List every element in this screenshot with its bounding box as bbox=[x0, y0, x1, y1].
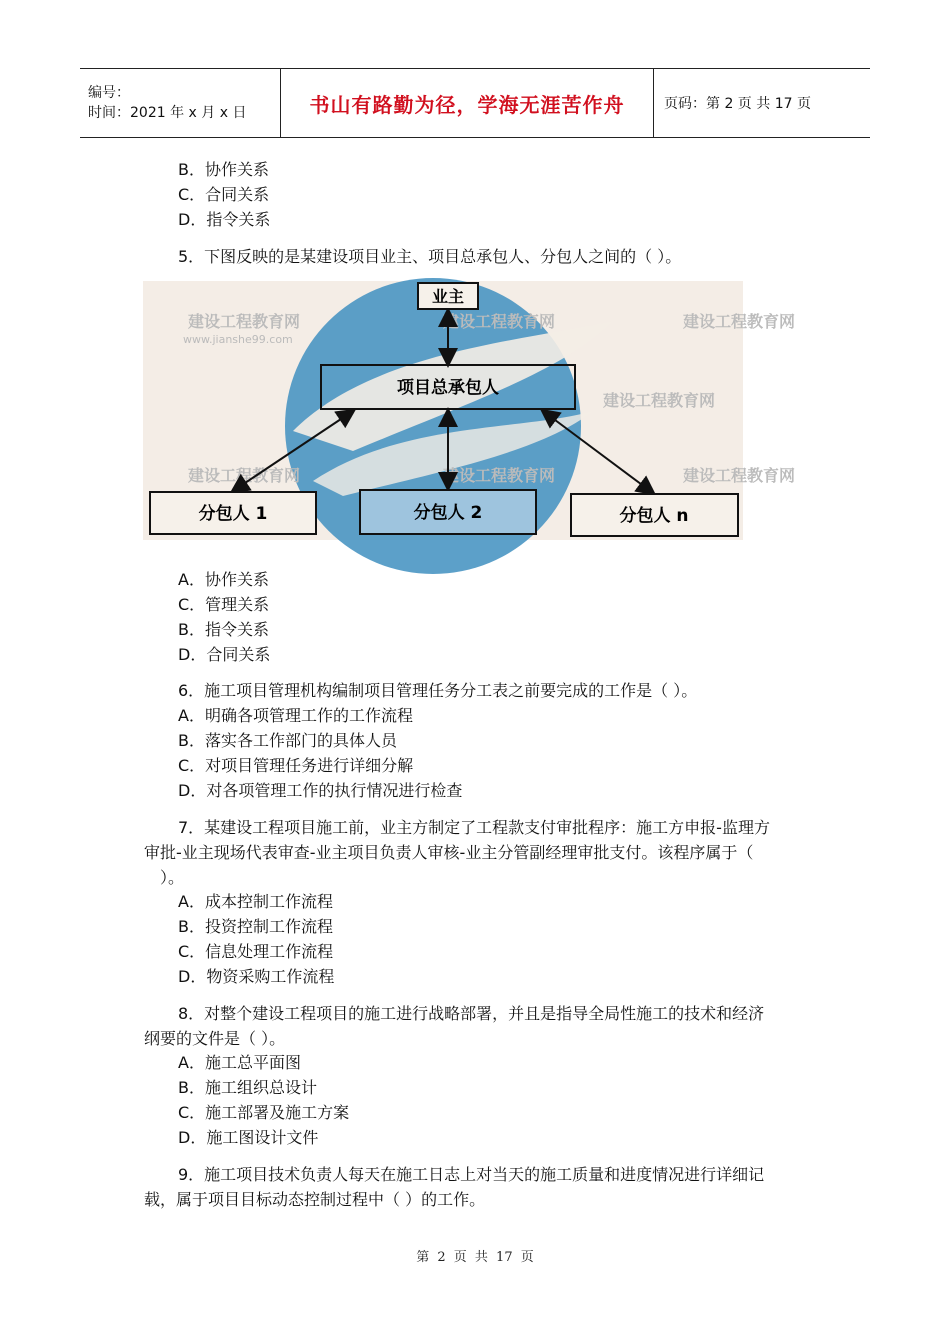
question-8-line-1: 8．对整个建设工程项目的施工进行战略部署，并且是指导全局性施工的技术和经济 bbox=[178, 1004, 765, 1023]
question-7-line-2: 审批-业主现场代表审查-业主项目负责人审核-业主分管副经理审批支付。该程序属于（ bbox=[144, 843, 754, 862]
sub1-label: 分包人 1 bbox=[198, 504, 268, 524]
question-7-line-1: 7．某建设工程项目施工前，业主方制定了工程款支付审批程序：施工方申报-监理方 bbox=[178, 818, 770, 837]
watermark-text: 建设工程教育网 bbox=[683, 312, 796, 331]
option-a: A．协作关系 bbox=[178, 570, 269, 589]
motto: 书山有路勤为径，学海无涯苦作舟 bbox=[309, 92, 625, 117]
option-b: B．施工组织总设计 bbox=[178, 1078, 317, 1097]
option-a: A．成本控制工作流程 bbox=[178, 892, 333, 911]
subn-label: 分包人 n bbox=[619, 506, 689, 526]
option-a: A．明确各项管理工作的工作流程 bbox=[178, 706, 413, 725]
watermark-text: 建设工程教育网 bbox=[683, 466, 796, 485]
option-c: C．信息处理工作流程 bbox=[178, 942, 334, 961]
org-diagram-svg bbox=[143, 281, 796, 540]
question-8-line-2: 纲要的文件是（ ）。 bbox=[144, 1029, 286, 1048]
page-header bbox=[80, 68, 870, 138]
option-b: B．协作关系 bbox=[178, 160, 269, 179]
watermark-text: 建设工程教育网 bbox=[443, 466, 556, 485]
owner-label: 业主 bbox=[431, 287, 465, 306]
page-info: 页码：第 2 页 共 17 页 bbox=[664, 96, 811, 112]
watermark-text: 建设工程教育网 bbox=[188, 466, 301, 485]
sub2-label: 分包人 2 bbox=[413, 503, 483, 523]
watermark-url: www.jianshe99.com bbox=[183, 333, 293, 346]
option-b: B．落实各工作部门的具体人员 bbox=[178, 731, 397, 750]
question-6: 6．施工项目管理机构编制项目管理任务分工表之前要完成的工作是（ ）。 bbox=[178, 681, 698, 700]
option-c: C．管理关系 bbox=[178, 595, 270, 614]
header-motto-cell bbox=[280, 69, 654, 137]
option-c: C．对项目管理任务进行详细分解 bbox=[178, 756, 414, 775]
option-d: D．物资采购工作流程 bbox=[178, 967, 335, 986]
option-b: B．指令关系 bbox=[178, 620, 269, 639]
watermark-text: 建设工程教育网 bbox=[188, 312, 301, 331]
page-footer: 第 2 页 共 17 页 bbox=[416, 1250, 534, 1265]
question-7-line-3: ）。 bbox=[160, 868, 185, 887]
option-a: A．施工总平面图 bbox=[178, 1053, 301, 1072]
watermark-text: 建设工程教育网 bbox=[603, 391, 716, 410]
question-9-line-1: 9．施工项目技术负责人每天在施工日志上对当天的施工质量和进度情况进行详细记 bbox=[178, 1165, 765, 1184]
option-d: D．合同关系 bbox=[178, 645, 271, 664]
question-9-line-2: 载，属于项目目标动态控制过程中（ ）的工作。 bbox=[144, 1190, 486, 1209]
option-d: D．指令关系 bbox=[178, 210, 271, 229]
watermark-text: 建设工程教育网 bbox=[443, 312, 556, 331]
contractor-label: 项目总承包人 bbox=[397, 378, 499, 398]
question-5: 5．下图反映的是某建设项目业主、项目总承包人、分包人之间的（ ）。 bbox=[178, 247, 682, 266]
option-c: C．施工部署及施工方案 bbox=[178, 1103, 350, 1122]
header-meta bbox=[80, 69, 280, 137]
number-label: 编号： bbox=[88, 85, 130, 101]
option-d: D．施工图设计文件 bbox=[178, 1128, 319, 1147]
option-b: B．投资控制工作流程 bbox=[178, 917, 333, 936]
org-diagram bbox=[143, 281, 796, 540]
option-c: C．合同关系 bbox=[178, 185, 270, 204]
option-d: D．对各项管理工作的执行情况进行检查 bbox=[178, 781, 463, 800]
date-label: 时间：2021 年 x 月 x 日 bbox=[88, 105, 247, 121]
header-page-cell bbox=[654, 69, 870, 137]
